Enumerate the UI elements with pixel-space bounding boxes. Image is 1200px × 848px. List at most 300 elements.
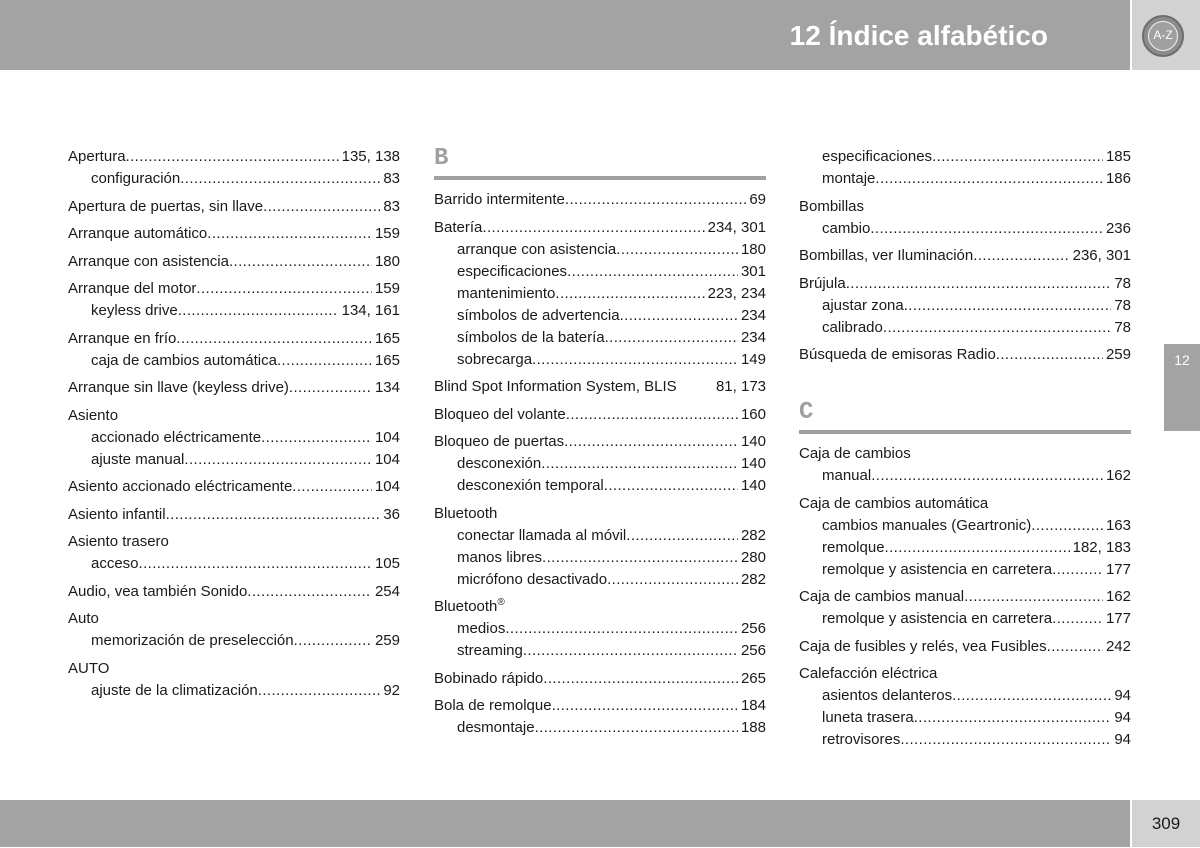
- index-entry: [68, 476, 400, 498]
- index-entry-row[interactable]: [68, 196, 400, 218]
- entry-label-text: micrófono desactivado: [457, 570, 608, 588]
- entry-label: [822, 707, 914, 729]
- dot-leader: [996, 344, 1103, 366]
- page-reference[interactable]: 185: [1105, 148, 1131, 165]
- index-subentry-row[interactable]: [68, 630, 400, 652]
- entry-label-text: Arranque sin llave (keyless drive): [68, 379, 289, 396]
- dot-leader: [542, 547, 738, 569]
- index-entry: [68, 251, 400, 273]
- index-entry: [68, 658, 400, 702]
- entry-label-text: Apertura: [68, 148, 126, 165]
- page-reference[interactable]: 94: [1114, 731, 1131, 748]
- index-subentry-row[interactable]: [799, 685, 1131, 707]
- index-entry-row[interactable]: [799, 636, 1131, 658]
- index-subentry-row[interactable]: [434, 239, 766, 261]
- section-divider: [799, 430, 1131, 434]
- index-entry: [68, 504, 400, 526]
- page-reference[interactable]: 78: [1114, 296, 1131, 314]
- entry-label: [457, 349, 532, 371]
- index-entry-row[interactable]: [799, 586, 1131, 608]
- index-subentry-row[interactable]: [434, 547, 766, 569]
- index-entry: [68, 608, 400, 652]
- entry-label-text: Bola de remolque: [434, 697, 552, 714]
- chapter-tab[interactable]: [1164, 343, 1200, 431]
- index-entry-row[interactable]: [799, 245, 1131, 267]
- dot-leader: [1047, 636, 1103, 658]
- entry-label-text: Búsqueda de emisoras Radio: [799, 346, 996, 363]
- page-reference[interactable]: 140: [740, 477, 766, 494]
- index-entry-row[interactable]: [434, 695, 766, 717]
- page-reference[interactable]: 81, 173: [715, 378, 766, 395]
- entry-label: [457, 283, 555, 305]
- index-subentry-row[interactable]: [434, 640, 766, 662]
- index-entry-row: [68, 608, 400, 630]
- page-reference[interactable]: 104: [374, 450, 400, 468]
- az-badge-label: A-Z: [1148, 21, 1178, 51]
- dot-leader: [289, 377, 372, 399]
- index-entry: [434, 217, 766, 371]
- index-entry-row[interactable]: [434, 668, 766, 690]
- index-subentry-row[interactable]: [68, 350, 400, 372]
- page-reference[interactable]: 242: [1105, 637, 1131, 655]
- dot-leader: [552, 695, 738, 717]
- dot-leader: [885, 537, 1070, 559]
- index-subentry-row[interactable]: [434, 525, 766, 547]
- page-reference[interactable]: 184: [740, 697, 766, 714]
- entry-label: [457, 569, 607, 591]
- entry-label-text: medios: [457, 620, 506, 637]
- entry-label: [68, 196, 263, 218]
- entry-label: [68, 377, 289, 399]
- dot-leader: [543, 668, 738, 690]
- dot-leader: [178, 300, 339, 322]
- entry-label: [799, 344, 996, 366]
- page-reference[interactable]: 162: [1105, 467, 1131, 484]
- entry-label: [799, 273, 846, 295]
- page-reference[interactable]: 180: [740, 240, 766, 258]
- entry-label: [822, 685, 952, 707]
- entry-label-text: Bombillas, ver Iluminación: [799, 247, 974, 264]
- index-entry-row[interactable]: [434, 404, 766, 426]
- index-entry-row: [68, 658, 400, 680]
- entry-label: [822, 559, 1052, 581]
- entry-label-text: Arranque con asistencia: [68, 252, 229, 270]
- index-subentry-row[interactable]: [799, 465, 1131, 487]
- page-reference[interactable]: 182, 183: [1072, 538, 1131, 556]
- entry-label: [434, 503, 497, 525]
- entry-label-text: sobrecarga: [457, 350, 533, 368]
- chapter-tab-label: 12: [1174, 352, 1190, 368]
- entry-label: [91, 449, 184, 471]
- entry-label-text: Caja de fusibles y relés, vea Fusibles: [799, 637, 1047, 655]
- dot-leader: [261, 427, 372, 449]
- entry-label: [457, 261, 567, 283]
- entry-label: [91, 630, 294, 652]
- entry-label-text: memorización de preselección: [91, 632, 294, 649]
- index-subentry-row[interactable]: [68, 553, 400, 575]
- dot-leader: [952, 685, 1111, 707]
- page-reference[interactable]: 186: [1105, 170, 1131, 187]
- entry-label: [434, 404, 566, 426]
- index-entry-row: [68, 405, 400, 427]
- index-subentry-row[interactable]: [68, 427, 400, 449]
- page-reference[interactable]: 236, 301: [1072, 247, 1131, 264]
- dot-leader: [229, 251, 372, 273]
- index-subentry-row[interactable]: [434, 475, 766, 497]
- index-entry-row[interactable]: [68, 377, 400, 399]
- index-entry: [68, 223, 400, 245]
- index-entry-row[interactable]: [68, 278, 400, 300]
- index-entry-row[interactable]: [799, 273, 1131, 295]
- dot-leader: [535, 717, 738, 739]
- dot-leader: [277, 350, 372, 372]
- page-reference[interactable]: 165: [374, 329, 400, 347]
- entry-label-text: Caja de cambios manual: [799, 588, 965, 605]
- page-reference[interactable]: 94: [1114, 709, 1131, 726]
- dot-leader: [883, 317, 1111, 339]
- index-entry-row[interactable]: [434, 217, 766, 239]
- index-subentry-row[interactable]: [799, 168, 1131, 190]
- index-entry-row[interactable]: [434, 189, 766, 211]
- entry-label: [434, 376, 677, 398]
- entry-label-text: Asiento infantil: [68, 505, 166, 523]
- page-reference[interactable]: 259: [374, 632, 400, 649]
- index-entry: [68, 405, 400, 471]
- index-section: [434, 146, 766, 739]
- page-reference[interactable]: 149: [740, 350, 766, 368]
- entry-label-text: caja de cambios automática: [91, 351, 277, 369]
- page-reference[interactable]: 36: [383, 505, 400, 523]
- footer-bar: [0, 800, 1130, 847]
- index-entry: [434, 695, 766, 739]
- index-entry-row[interactable]: [68, 328, 400, 350]
- az-index-icon: [1142, 15, 1184, 57]
- entry-label: [434, 596, 505, 618]
- page-reference[interactable]: 259: [1105, 346, 1131, 363]
- entry-label-text: desconexión temporal: [457, 477, 604, 494]
- dot-leader: [294, 630, 372, 652]
- page-reference[interactable]: 234, 301: [707, 218, 766, 236]
- index-subentry-row[interactable]: [799, 707, 1131, 729]
- entry-label: [799, 493, 988, 515]
- index-entry: [434, 404, 766, 426]
- index-subentry-row[interactable]: [434, 305, 766, 327]
- dot-leader: [964, 586, 1103, 608]
- index-entry: [799, 636, 1131, 658]
- page-reference[interactable]: 78: [1114, 274, 1131, 292]
- index-subentry-row[interactable]: [799, 218, 1131, 240]
- page-reference[interactable]: 134: [374, 379, 400, 396]
- page-reference[interactable]: 236: [1105, 219, 1131, 237]
- entry-label: [457, 547, 542, 569]
- index-entry: [799, 273, 1131, 339]
- index-entry-row[interactable]: [68, 504, 400, 526]
- entry-label-text: Asiento: [68, 406, 119, 424]
- header-bar: [0, 0, 1130, 70]
- entry-label: [68, 405, 118, 427]
- dot-leader: [604, 475, 738, 497]
- page-reference[interactable]: 256: [740, 620, 766, 637]
- entry-label: [457, 525, 626, 547]
- page-reference[interactable]: 140: [740, 455, 766, 472]
- entry-label-text: Asiento accionado eléctricamente: [68, 478, 293, 495]
- page-reference[interactable]: 188: [740, 719, 766, 736]
- entry-label-text: Calefacción eléctrica: [799, 665, 938, 682]
- dot-leader: [914, 707, 1112, 729]
- dot-leader: [566, 404, 738, 426]
- index-subentry-row[interactable]: [434, 261, 766, 283]
- entry-label-text: Bloqueo de puertas: [434, 433, 565, 450]
- page-reference[interactable]: 140: [740, 433, 766, 450]
- dot-leader: [523, 640, 738, 662]
- page-reference[interactable]: 83: [383, 197, 400, 215]
- entry-label: [457, 239, 616, 261]
- dot-leader: [263, 196, 380, 218]
- index-section: [799, 146, 1131, 366]
- entry-label: [457, 327, 605, 349]
- entry-label-text: remolque y asistencia en carretera: [822, 560, 1053, 578]
- index-subentry-row[interactable]: [799, 317, 1131, 339]
- index-subentry-row[interactable]: [799, 608, 1131, 630]
- entry-label-text: Batería: [434, 218, 483, 236]
- index-subentry-row[interactable]: [434, 283, 766, 305]
- entry-label: [91, 680, 258, 702]
- page-reference[interactable]: 254: [374, 582, 400, 600]
- index-entry: [434, 503, 766, 591]
- entry-label-text: Auto: [68, 610, 99, 627]
- page-reference[interactable]: 69: [749, 191, 766, 208]
- entry-label: [91, 168, 180, 190]
- entry-label: [822, 146, 932, 168]
- entry-label-text: remolque: [822, 538, 885, 556]
- index-entry: [434, 189, 766, 211]
- entry-label-text: asientos delanteros: [822, 687, 953, 704]
- index-subentry-row[interactable]: [799, 559, 1131, 581]
- index-entry-row[interactable]: [68, 251, 400, 273]
- dot-leader: [846, 273, 1112, 295]
- entry-label-text: símbolos de advertencia: [457, 306, 620, 324]
- index-subentry-row[interactable]: [434, 717, 766, 739]
- entry-label: [799, 663, 937, 685]
- index-column-3: [799, 146, 1131, 751]
- index-entry: [68, 531, 400, 575]
- index-subentry-row[interactable]: [434, 327, 766, 349]
- dot-leader: [870, 218, 1103, 240]
- index-entry-row: [799, 196, 1131, 218]
- entry-label-text: Caja de cambios: [799, 445, 911, 462]
- entry-label-text: Bluetooth: [434, 598, 498, 615]
- index-subentry-row[interactable]: [68, 300, 400, 322]
- dot-leader: [196, 278, 372, 300]
- page-reference[interactable]: 160: [740, 405, 766, 423]
- entry-label: [68, 328, 176, 350]
- index-entry: [799, 443, 1131, 487]
- page-reference[interactable]: 83: [383, 170, 400, 187]
- entry-label: [822, 218, 870, 240]
- registered-mark: ®: [497, 597, 505, 608]
- index-subentry-row[interactable]: [434, 569, 766, 591]
- dot-leader: [555, 283, 704, 305]
- entry-label: [434, 217, 482, 239]
- entry-label: [822, 295, 904, 317]
- index-entry-row: [68, 531, 400, 553]
- page-reference[interactable]: 177: [1105, 610, 1131, 627]
- section-letter-heading: C: [799, 399, 814, 426]
- index-subentry-row[interactable]: [799, 537, 1131, 559]
- section-letter-heading: B: [434, 145, 449, 172]
- index-entry-row[interactable]: [434, 376, 766, 398]
- index-entry: [434, 376, 766, 398]
- page-reference[interactable]: 165: [374, 351, 400, 369]
- index-entry-row: [434, 503, 766, 525]
- dot-leader: [605, 327, 738, 349]
- entry-label: [822, 515, 1031, 537]
- entry-label-text: cambio: [822, 219, 871, 237]
- page-reference[interactable]: 104: [374, 478, 400, 495]
- dot-leader: [1052, 559, 1103, 581]
- index-entry-row: [799, 493, 1131, 515]
- entry-label-text: símbolos de la batería: [457, 328, 605, 346]
- dot-leader: [626, 525, 738, 547]
- index-subentry-row[interactable]: [68, 168, 400, 190]
- entry-label: [457, 305, 620, 327]
- page-reference[interactable]: 94: [1114, 687, 1131, 704]
- dot-leader: [871, 465, 1103, 487]
- entry-label: [457, 475, 604, 497]
- page-reference[interactable]: 135, 138: [341, 148, 400, 165]
- entry-label: [68, 223, 207, 245]
- dot-leader: [541, 453, 738, 475]
- entry-label: [799, 245, 973, 267]
- index-subentry-row[interactable]: [434, 349, 766, 371]
- entry-label-text: ajuste manual: [91, 450, 185, 468]
- page-reference[interactable]: 78: [1114, 318, 1131, 336]
- entry-label-text: Bombillas: [799, 197, 865, 215]
- index-entry-row[interactable]: [68, 476, 400, 498]
- entry-label-text: conectar llamada al móvil: [457, 526, 627, 544]
- entry-label: [68, 531, 169, 553]
- section-gap: [799, 376, 1131, 400]
- page-title: 12 Índice alfabético: [789, 20, 1048, 51]
- index-entry: [434, 596, 766, 662]
- page-reference[interactable]: 92: [383, 681, 400, 699]
- page-reference[interactable]: 134, 161: [341, 302, 400, 319]
- index-column-1: [68, 146, 400, 702]
- index-subentry-row[interactable]: [434, 453, 766, 475]
- page-reference[interactable]: 163: [1105, 516, 1131, 534]
- index-section: [68, 146, 400, 702]
- entry-label: [68, 251, 229, 273]
- entry-label: [68, 581, 247, 603]
- page-reference[interactable]: 177: [1105, 560, 1131, 578]
- entry-label: [91, 553, 139, 575]
- entry-label-text: Caja de cambios automática: [799, 494, 989, 512]
- page-reference[interactable]: 223, 234: [707, 284, 766, 302]
- index-entry-row[interactable]: [68, 581, 400, 603]
- page-reference[interactable]: 280: [740, 548, 766, 566]
- dot-leader: [247, 581, 372, 603]
- page-reference[interactable]: 301: [740, 262, 766, 280]
- page-reference[interactable]: 256: [740, 642, 766, 659]
- entry-label-text: Blind Spot Information System, BLIS: [434, 378, 677, 395]
- page-reference[interactable]: 159: [374, 280, 400, 297]
- index-subentry-row[interactable]: [799, 295, 1131, 317]
- page-reference[interactable]: 282: [740, 570, 766, 588]
- page-reference[interactable]: 265: [740, 669, 766, 687]
- entry-label-text: arranque con asistencia: [457, 240, 617, 258]
- entry-label: [822, 465, 871, 487]
- entry-label: [434, 431, 564, 453]
- page-reference[interactable]: 105: [374, 555, 400, 572]
- dot-leader: [607, 569, 738, 591]
- dot-leader: [620, 305, 738, 327]
- index-entry-row[interactable]: [68, 223, 400, 245]
- dot-leader: [973, 245, 1069, 267]
- dot-leader: [258, 680, 381, 702]
- entry-label: [822, 537, 885, 559]
- index-subentry-row[interactable]: [434, 618, 766, 640]
- page-reference[interactable]: 159: [374, 225, 400, 242]
- dot-leader: [176, 328, 372, 350]
- entry-label: [68, 278, 196, 300]
- index-subentry-row[interactable]: [799, 515, 1131, 537]
- dot-leader: [1052, 608, 1103, 630]
- index-entry: [799, 196, 1131, 240]
- index-subentry-row[interactable]: [799, 729, 1131, 751]
- page-reference[interactable]: 234: [740, 306, 766, 324]
- entry-label: [457, 618, 505, 640]
- dot-leader: [292, 476, 372, 498]
- index-entry: [68, 377, 400, 399]
- index-entry-row[interactable]: [434, 431, 766, 453]
- page-reference[interactable]: 104: [374, 428, 400, 446]
- entry-label: [434, 189, 565, 211]
- index-subentry-row[interactable]: [68, 680, 400, 702]
- page-reference[interactable]: 282: [740, 526, 766, 544]
- index-subentry-row[interactable]: [799, 146, 1131, 168]
- dot-leader: [900, 729, 1111, 751]
- page-reference[interactable]: 162: [1105, 588, 1131, 605]
- entry-label-text: keyless drive: [91, 302, 178, 319]
- entry-label-text: accionado eléctricamente: [91, 428, 262, 446]
- index-entry: [799, 663, 1131, 751]
- dot-leader: [532, 349, 738, 371]
- page-reference[interactable]: 234: [740, 328, 766, 346]
- entry-label-text: Apertura de puertas, sin llave: [68, 197, 264, 215]
- index-entry: [68, 278, 400, 322]
- dot-leader: [904, 295, 1112, 317]
- entry-label: [434, 668, 543, 690]
- index-entry: [68, 328, 400, 372]
- entry-label-text: streaming: [457, 642, 523, 659]
- index-entry-row[interactable]: [799, 344, 1131, 366]
- index-subentry-row[interactable]: [68, 449, 400, 471]
- page-reference[interactable]: 180: [374, 252, 400, 270]
- entry-label: [799, 196, 864, 218]
- entry-label: [457, 717, 535, 739]
- entry-label-text: luneta trasera: [822, 709, 914, 726]
- entry-label: [434, 695, 552, 717]
- index-entry-row[interactable]: [68, 146, 400, 168]
- entry-label-text: manos libres: [457, 548, 543, 566]
- entry-label-text: Barrido intermitente: [434, 191, 565, 208]
- entry-label: [457, 453, 541, 475]
- entry-label: [68, 146, 126, 168]
- entry-label-text: Asiento trasero: [68, 533, 169, 550]
- entry-label: [91, 350, 277, 372]
- entry-label: [68, 476, 292, 498]
- index-entry: [434, 431, 766, 497]
